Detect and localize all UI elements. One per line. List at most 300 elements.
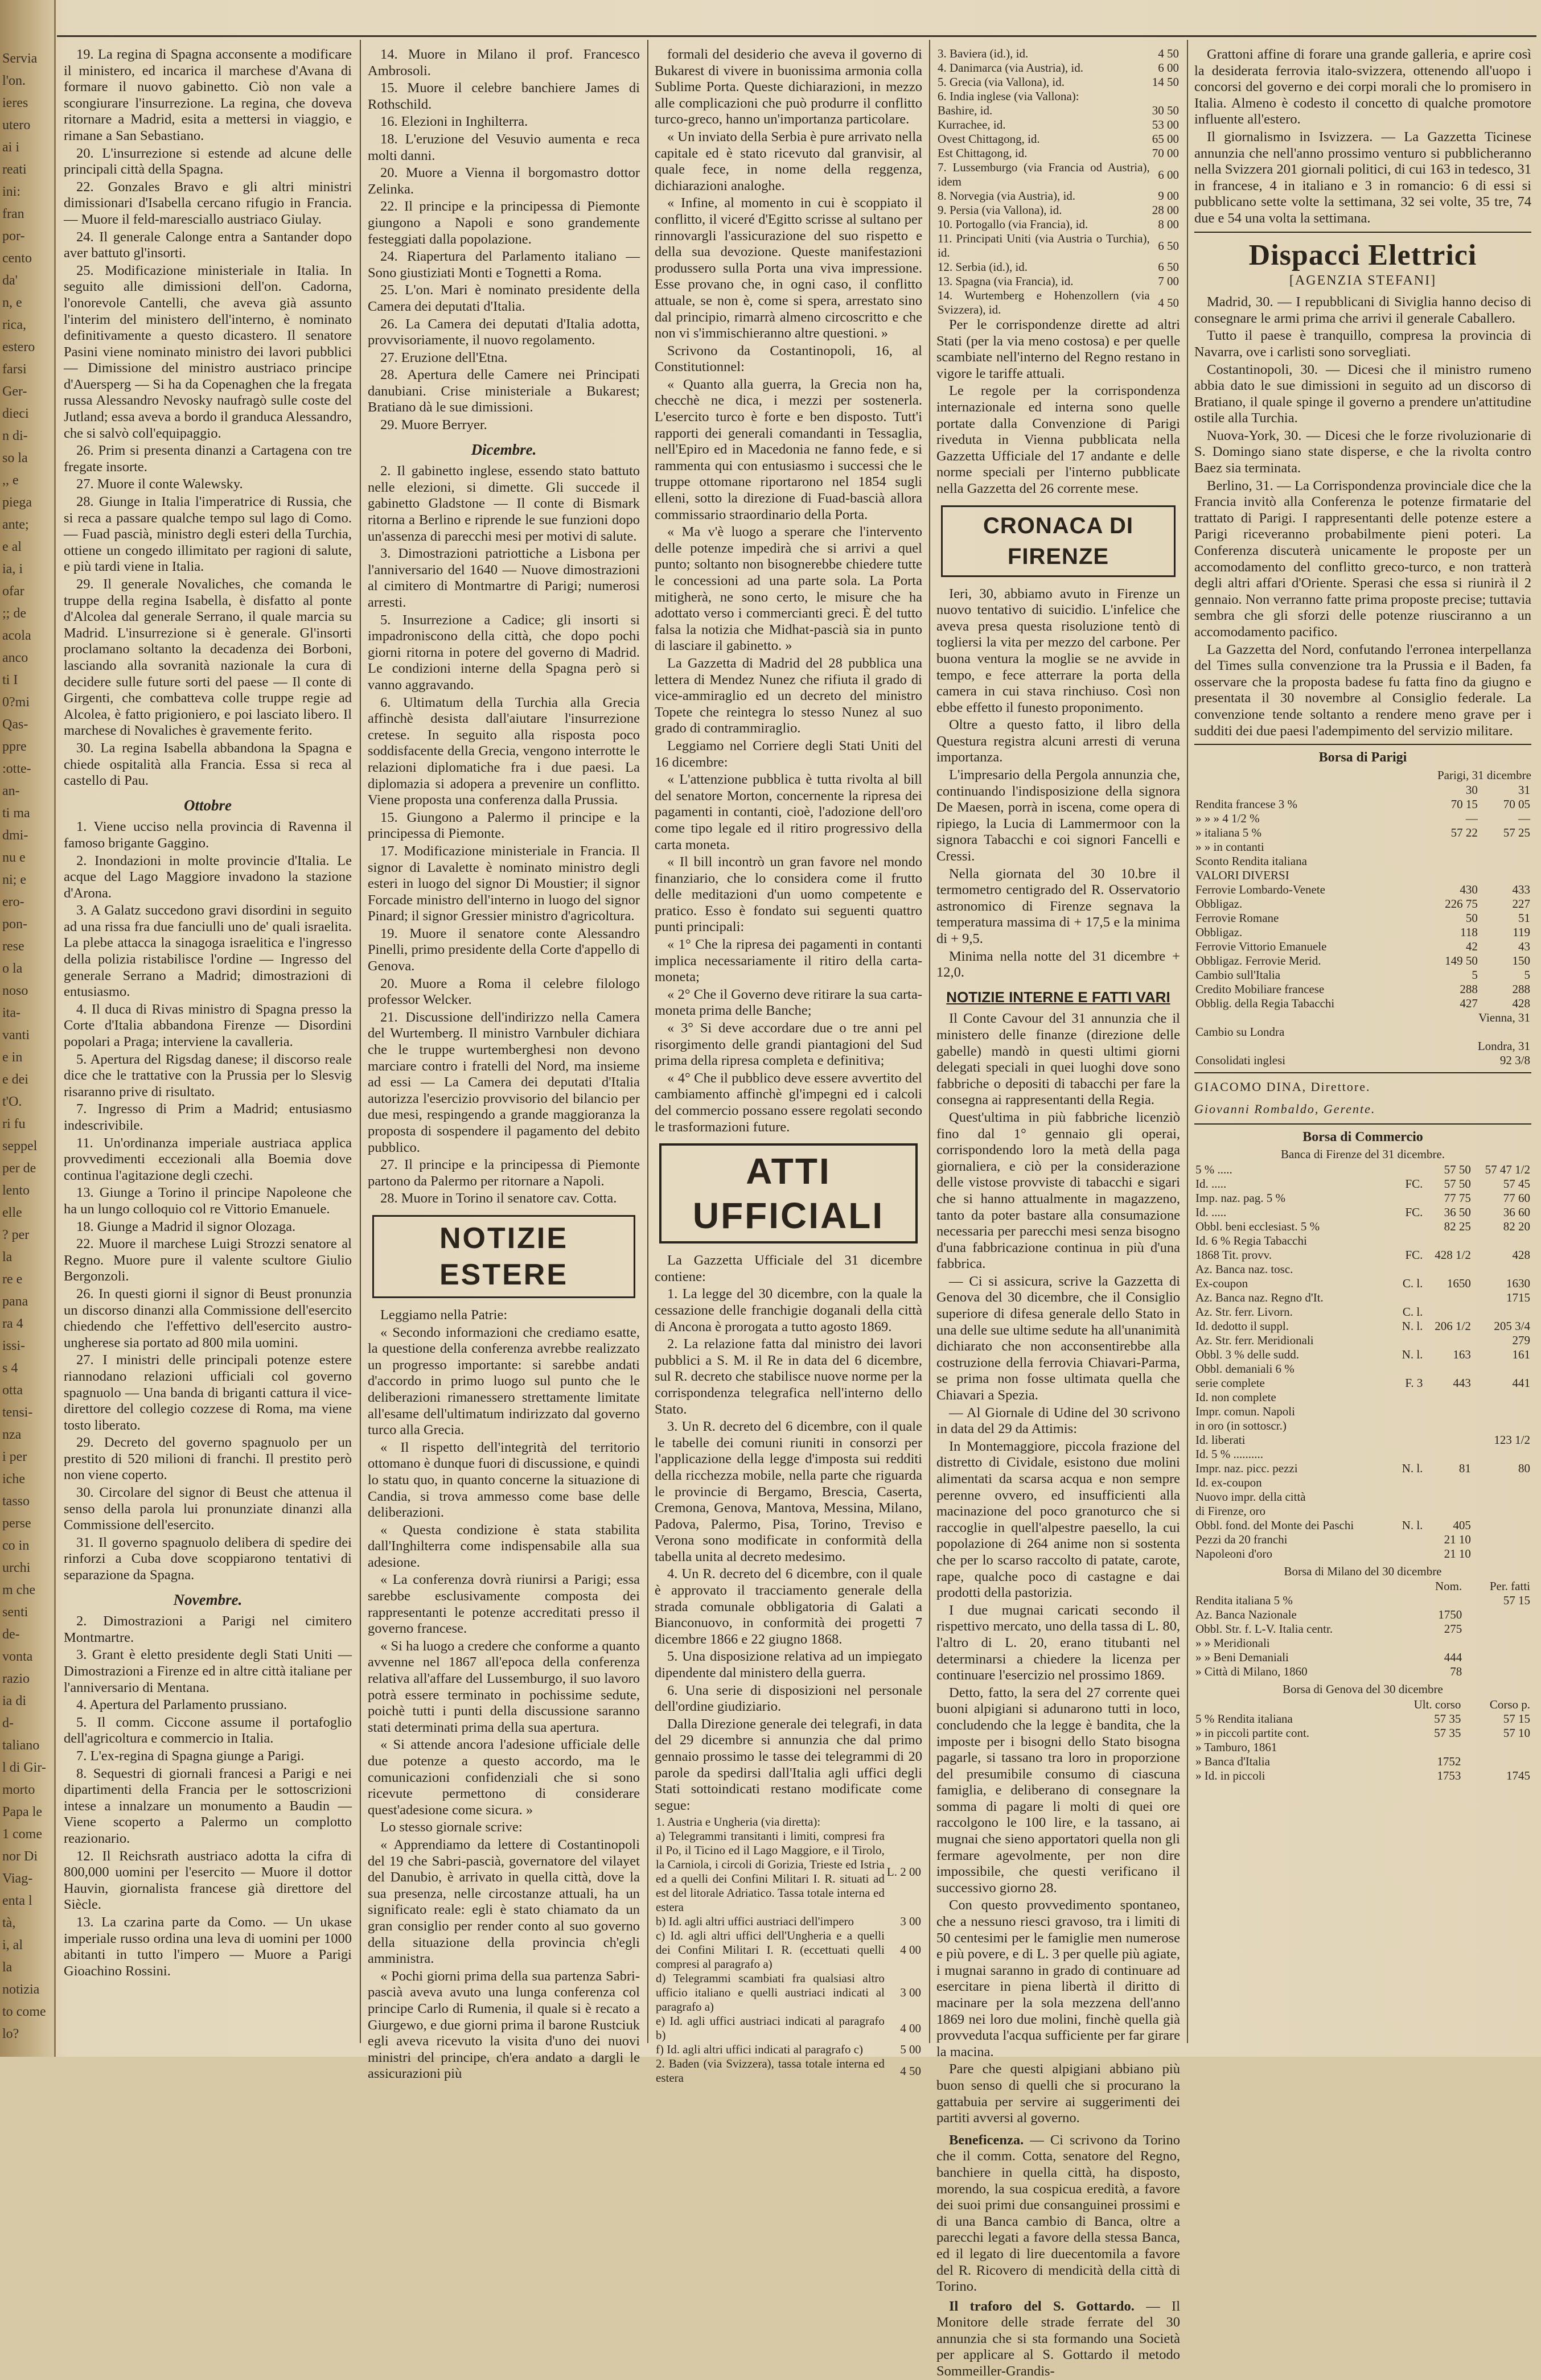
margin-fragment: tensi-: [2, 1405, 33, 1420]
table-cell: [1395, 1163, 1424, 1177]
table-cell: 57 15: [1503, 1593, 1530, 1608]
chronicle-novembre: [64, 1613, 352, 1979]
paragraph: 30. La regina Isabella abbandona la Spagna e chiede ospitalità alla Francia. Essa si reca al castello di Pau.: [64, 740, 352, 789]
table-row: [1194, 1518, 1531, 1533]
paragraph: 28. Apertura delle Camere nei Principati danubiani. Crise ministeriale a Bukarest; Bratiano dà le sue dimissioni.: [368, 367, 640, 415]
margin-fragment: razio: [2, 1671, 30, 1686]
table-row: [1194, 982, 1531, 997]
margin-fragment: ai i: [2, 140, 19, 155]
tariff-destination: 6. India inglese (via Vallona):: [938, 89, 1079, 103]
table-cell: Obblig. della Regia Tabacchi: [1195, 997, 1335, 1011]
table-cell: 92 3/8: [1499, 1053, 1530, 1068]
column-rule: [929, 40, 930, 2043]
tariff-destination: a) Telegrammi transitanti i limiti, compresi fra il Po, il Ticino ed il Lago Maggiore, e il Tirolo, la Carniola, i circoli di Gorizia, Trieste ed Istria ed a quelli dei Confini Militari I. R. situati ad est del litorale Adriatico. Tassa totale interna ed estera: [656, 1829, 885, 1914]
margin-fragment: co in: [2, 1538, 30, 1553]
table-cell: [1472, 1490, 1531, 1504]
table-cell: Obbl. demaniali 6 %: [1195, 1361, 1295, 1376]
column-rule: [1187, 40, 1188, 2043]
table-header-cell: 30: [1465, 783, 1478, 797]
margin-fragment: la: [2, 1250, 13, 1265]
table-row: [936, 160, 1180, 189]
margin-fragment: i, al: [2, 1938, 23, 1953]
tariff-price: 65 00: [1152, 132, 1179, 146]
table-cell: 205 3/4: [1494, 1319, 1530, 1333]
margin-fragment: ita-: [2, 1006, 20, 1020]
margin-fragment: enta l: [2, 1893, 32, 1908]
table-cell: [1463, 1650, 1531, 1665]
table-row: [1194, 997, 1531, 1011]
margin-fragment: rica,: [2, 318, 26, 332]
table-cell: Rendita italiana 5 %: [1195, 1593, 1293, 1608]
table-row: [1194, 1533, 1531, 1547]
paragraph: 5. Apertura del Rigsdag danese; il discorso reale dice che le trattative con la Prussia per lo Slesvig risaranno prive di risultato.: [64, 1051, 352, 1100]
tariff-destination: 7. Lussemburgo (via Francia od Austria), idem: [938, 160, 1150, 188]
paragraph: Il giornalismo in Isvizzera. — La Gazzetta Ticinese annunzia che nell'anno prossimo venturo si pubblicheranno nella Svizzera 201 giornali politici, di cui 163 in tedesco, 31 in francese, 4 in italiano e 3 in romancio: 6 di essi si pubblicano sette volte la settimana, 32 sei volte, 35 tre, 74 due e 54 una volta la settimana.: [1194, 129, 1531, 226]
tariff-price: 9 00: [1158, 189, 1179, 203]
table-cell: 1750: [1438, 1608, 1462, 1622]
table-cell: 57 22: [1450, 826, 1478, 840]
table-row: [1194, 1665, 1531, 1679]
margin-fragment: 1 come: [2, 1827, 42, 1842]
table-cell: Id. dedotto il suppl.: [1195, 1319, 1289, 1333]
margin-fragment: ero-: [2, 895, 24, 909]
table-cell: N. l.: [1402, 1461, 1423, 1475]
table-cell: 5: [1524, 968, 1530, 982]
table-row: [1194, 1025, 1531, 1039]
paragraph: 20. Muore a Roma il celebre filologo professor Welcker.: [368, 975, 640, 1008]
table-cell: 279: [1512, 1333, 1530, 1347]
margin-fragment: l di Gir-: [2, 1760, 46, 1775]
table-cell: 163: [1453, 1347, 1471, 1361]
margin-fragment: noso: [2, 983, 28, 998]
tariff-price: 4 50: [900, 2064, 921, 2078]
table-cell: [1472, 1234, 1531, 1248]
paragraph: 27. Eruzione dell'Etna.: [380, 349, 508, 365]
table-row: [1194, 1490, 1531, 1504]
margin-fragment: nor Di: [2, 1849, 38, 1864]
margin-fragment: ni; e: [2, 872, 26, 887]
margin-fragment: s 4: [2, 1361, 18, 1376]
paragraph: Nella giornata del 30 10.bre il termometro centigrado del R. Osservatorio astronomico di Firenze segnava la temperatura massima di + 17,5 e la minima di + 9,5.: [936, 866, 1180, 946]
table-row: [655, 1971, 922, 2014]
margin-fragment: :otte-: [2, 761, 31, 776]
tariff-price: 8 00: [1158, 217, 1179, 231]
paragraph: 20. L'insurrezione si estende ad alcune delle principali città della Spagna.: [64, 145, 352, 178]
margin-fragment: nza: [2, 1427, 22, 1442]
table-cell: 1650: [1447, 1276, 1471, 1290]
table-cell: 5 % .....: [1195, 1162, 1232, 1176]
paragraph: 4. Apertura del Parlamento prussiano.: [76, 1697, 287, 1713]
table-cell: 50: [1465, 911, 1478, 925]
paragraph: Per le corrispondenze dirette ad altri Stati (per la via meno costosa) e per quelle scambiate nell'interno del Regno restano in vigore le tariffe attuali.: [936, 317, 1180, 381]
tariff-price: 4 00: [900, 2021, 921, 2035]
table-cell: 1752: [1437, 1754, 1461, 1768]
foreign-news-cont: [655, 47, 922, 1135]
table-cell: Az. Str. ferr. Livorn.: [1195, 1304, 1293, 1319]
table-cell: Obbl. beni ecclesiast. 5 %: [1195, 1219, 1320, 1233]
paragraph: 26. Prim si presenta dinanzi a Cartagena con tre fregate insorte.: [64, 443, 352, 475]
paragraph: Lo stesso giornale scrive:: [380, 1819, 523, 1835]
table-cell: FC.: [1405, 1205, 1423, 1219]
margin-fragment: e dei: [2, 1072, 28, 1087]
paragraph: « L'attenzione pubblica è tutta rivolta al bill del senatore Morton, concernente la ripresa dei pagamenti in contanti, cioè, l'adozione dell'oro come tipo legale ed il ritiro progressivo della carta moneta.: [655, 772, 922, 853]
table-cell: [1424, 1433, 1472, 1447]
table-cell: [1424, 1405, 1472, 1419]
margin-fragment: i per: [2, 1450, 27, 1464]
margin-fragment: acola: [2, 628, 31, 643]
table-row: [1194, 1305, 1531, 1319]
margin-fragment: n, e: [2, 295, 22, 310]
table-cell: 288: [1460, 982, 1478, 997]
table-row: [1194, 940, 1531, 954]
tariff-price: 14 50: [1152, 75, 1179, 89]
section-title-ottobre: Ottobre: [184, 796, 232, 814]
table-cell: Pezzi da 20 franchi: [1195, 1532, 1288, 1546]
dispacci-elettrici-header: Dispacci Elettrici: [1248, 238, 1477, 271]
tariff-price: 6 00: [1158, 61, 1179, 75]
margin-fragment: piega: [2, 495, 32, 510]
margin-fragment: otta: [2, 1383, 23, 1398]
table-row: [1194, 1319, 1531, 1333]
paragraph: 29. Il generale Novaliches, che comanda le truppe della regina Isabella, è disfatto al ponte d'Alcolea dal generale Serrano, il quale marcia su Madrid. L'insurrezione si è generale. Gl'insorti proclamano soltanto la decadenza dei Borboni, lasciando alla sovranità nazionale la cura di decidere sulle future sorti del paese — Il conte di Girgenti, che combatteva colle truppe regie ad Alcolea, è fatto prigioniero, e poi lasciato libero. Il marchese di Novaliches è gravemente ferito.: [64, 577, 352, 739]
table-cell: FC.: [1405, 1247, 1423, 1262]
table-cell: Impr. naz. picc. pezzi: [1195, 1461, 1298, 1475]
table-cell: [1424, 1504, 1472, 1518]
table-row: [1194, 968, 1531, 982]
table-cell: » » » 4 1/2 %: [1195, 812, 1260, 826]
table-cell: 428: [1512, 1247, 1530, 1262]
table-cell: [1395, 1262, 1424, 1277]
separator: [1194, 1123, 1531, 1125]
tariff-destination: 5. Grecia (via Vallona), id.: [938, 75, 1065, 89]
table-header-cell: [1194, 783, 1422, 797]
table-header-row: [1194, 783, 1531, 797]
margin-fragment: utero: [2, 118, 31, 133]
tariff-price: [1151, 89, 1180, 104]
table-row: [936, 118, 1180, 132]
table-cell: » in piccoli partite cont.: [1195, 1726, 1310, 1740]
paragraph: 13. La czarina parte da Como. — Un ukase imperiale russo ordina una leva di uomini per 1000 abitanti in tutto l'impero — Muore a Parigi Gioachino Rossini.: [64, 1914, 352, 1979]
table-cell: Obbl. fond. del Monte dei Paschi: [1195, 1518, 1354, 1532]
paragraph: Ieri, 30, abbiamo avuto in Firenze un nuovo tentativo di suicidio. L'infelice che aveva presa questa risoluzione tentò di togliersi la vita per mezzo del carbone. Per buona ventura la moglie se ne avvide in tempo, e fece atterrare la porta della camera in cui stava rinchiuso. Così non ebbe effetto il funesto proponimento.: [936, 586, 1180, 715]
table-cell: 441: [1512, 1376, 1530, 1390]
margin-fragment: pana: [2, 1294, 28, 1309]
table-cell: [1472, 1476, 1531, 1490]
table-cell: » italiana 5 %: [1195, 826, 1262, 840]
tariff-price: 28 00: [1152, 203, 1179, 217]
borsa-genova-table: [1194, 1698, 1531, 1783]
paragraph: formali del desiderio che aveva il governo di Bukarest di vivere in buonissima armonia colla Sublime Porta. Queste dichiarazioni, in mezzo alle complicazioni che può produrre il conflitto turco-greco, hanno un'importanza particolare.: [655, 47, 922, 127]
table-cell: [1472, 1362, 1531, 1376]
table-cell: » » Beni Demaniali: [1195, 1650, 1289, 1665]
table-header-row: [1194, 1698, 1531, 1712]
borsa-parigi-table: [1194, 783, 1531, 1068]
table-row: [1194, 954, 1531, 968]
beneficenza-text: — Ci scrivono da Torino che il comm. Cotta, senatore del Regno, banchiere in quella città, ha disposto, morendo, la sua cospicua eredità, a favore dei suoi primi due consanguinei prossimi e di una Banca cambio di Banca, oltre a parecchi legati a favore della stessa Banca, ed il legato di lire duecentomila a favore del R. Ricovero di mendicità della città di Torino.: [936, 2132, 1180, 2295]
table-cell: [1395, 1390, 1424, 1405]
margin-fragment: tasso: [2, 1494, 30, 1509]
beneficenza-label: Beneficenza.: [949, 2132, 1024, 2148]
table-cell: serie complete: [1195, 1376, 1265, 1390]
paragraph: La Gazzetta del Nord, confutando l'erronea interpellanza del Times sulla convenzione tra la Prussia e il Baden, fa osservare che la proposta badese fu fatta fino da giugno e presentata il 30 novembre al Consiglio federale. La convenzione tende soltanto a rendere meno grave per i sudditi dei due paesi l'adempimento del servizio militare.: [1194, 641, 1531, 739]
table-cell: [1472, 1504, 1531, 1518]
margin-fragment: vanti: [2, 1028, 30, 1043]
paragraph: 17. Modificazione ministeriale in Francia. Il signor di Lavalette è nominato ministro degli esteri in luogo del signor Di Moustier; il signor Forcade ministro dell'interno in luogo del signor Pinard; il signor Gressier ministro d'agricoltura.: [368, 843, 640, 924]
table-cell: [1395, 1234, 1424, 1248]
paragraph: 24. Riapertura del Parlamento italiano — Sono giustiziati Monti e Tognetti a Roma.: [368, 249, 640, 281]
borsa-milano-table: [1194, 1579, 1531, 1679]
tariff-destination: Est Chittagong, id.: [938, 146, 1028, 160]
table-cell: [1424, 1291, 1472, 1305]
paragraph: 13. Giunge a Torino il principe Napoleone che ha un lungo colloquio col re Vittorio Emanuele.: [64, 1185, 352, 1217]
table-cell: di Firenze, oro: [1195, 1504, 1266, 1518]
table-row: [655, 2014, 922, 2043]
tariff-destination: Kurrachee, id.: [938, 118, 1006, 131]
table-cell: [1472, 1305, 1531, 1319]
tariff-price: 3 00: [900, 1986, 921, 2000]
paragraph: 4. Un R. decreto del 6 dicembre, con il quale è approvato il tracciamento generale della strada comunale obbligatoria di Galati a Bianconuovo, in conformità dei progetti 7 dicembre 1866 e 22 giugno 1868.: [655, 1566, 922, 1647]
table-row: [1194, 1712, 1531, 1726]
table-row: [1194, 925, 1531, 940]
table-cell: Ferrovie Romane: [1195, 911, 1279, 925]
paragraph: 27. Muore il conte Walewsky.: [76, 476, 243, 492]
margin-fragment: la: [2, 1960, 13, 1975]
paragraph: 5. Una disposizione relativa ad un impiegato dipendente dal ministero della guerra.: [655, 1649, 922, 1681]
table-cell: 21 10: [1444, 1546, 1471, 1560]
notizie-interne-header: NOTIZIE INTERNE E FATTI VARI: [946, 988, 1170, 1006]
table-cell: » Id. in piccoli: [1195, 1768, 1265, 1782]
table-row: [1194, 1726, 1531, 1740]
left-page-margin-fragment: [0, 0, 56, 2057]
table-cell: 430: [1460, 883, 1478, 897]
chronicle-october-1868: [64, 47, 352, 789]
table-cell: 57 25: [1503, 826, 1530, 840]
borsa-firenze-date: Banca di Firenze del 31 dicembre.: [1280, 1147, 1445, 1162]
table-cell: 81: [1458, 1461, 1471, 1475]
table-cell: 57 50: [1444, 1176, 1471, 1191]
paragraph: 12. Il Reichsrath austriaco adotta la cifra di 800,000 uomini per l'esercito — Muore il dottor Hauvin, giornalista francese già direttore del Siècle.: [64, 1848, 352, 1913]
table-cell: [1463, 1636, 1531, 1650]
margin-fragment: ;; de: [2, 606, 26, 621]
table-cell: Consolidati inglesi: [1195, 1053, 1286, 1068]
table-header-cell: [1194, 1698, 1382, 1712]
tariff-price: 5 00: [900, 2043, 921, 2057]
table-row: [1194, 1593, 1531, 1608]
table-cell: [1479, 854, 1531, 868]
margin-fragment: ofar: [2, 584, 24, 599]
telegraph-tariffs-table-cont: [936, 47, 1180, 317]
table-cell: » Città di Milano, 1860: [1195, 1665, 1308, 1679]
traforo-label: Il traforo del S. Gottardo.: [949, 2298, 1135, 2314]
table-row: [936, 47, 1180, 61]
paragraph: 2. Il gabinetto inglese, essendo stato battuto nelle elezioni, si dimette. Gli succede il gabinetto Gladstone — Il conte di Bismark ritorna a Berlino e riprende le sue funzioni dopo un'assenza di parecchi mesi per motivi di salute.: [368, 463, 640, 544]
table-row: [1194, 1419, 1531, 1433]
table-cell: [1395, 1191, 1424, 1205]
chronicle-dicembre: [368, 463, 640, 1207]
paragraph: « Apprendiamo da lettere di Costantinopoli del 19 che Sabri-pascià, governatore del vilayet del Danubio, è arrivato in quella città, dove la sua presenza, nelle circostanze attuali, ha un significato reale: egli è stato chiamato da un gran consiglio per render conto al suo governo della situazione della provincia ch'egli amministra.: [368, 1837, 640, 1967]
swiss-news-text: [1194, 47, 1531, 227]
paragraph: 6. Una serie di disposizioni nel personale dell'ordine giudiziario.: [655, 1682, 922, 1715]
table-cell: [1424, 1447, 1472, 1461]
traforo-text: — Il Monitore delle strade ferrate del 30 annunzia che si sta formando una Società per applicare al S. Gottardo il metodo Sommeiller-Grandis-: [936, 2298, 1181, 2379]
table-cell: Ferrovie Lombardo-Venete: [1195, 883, 1325, 897]
table-cell: [1395, 1405, 1424, 1419]
table-row: [1194, 1177, 1531, 1191]
internal-news-text: [936, 1011, 1180, 2126]
separator: [1194, 744, 1531, 745]
column-5: [1194, 47, 1531, 2050]
table-row: [1194, 1547, 1531, 1561]
table-cell: —: [1518, 812, 1530, 826]
table-cell: [1472, 1262, 1531, 1277]
table-cell: 227: [1512, 897, 1530, 911]
table-row: [1194, 1636, 1531, 1650]
margin-fragment: elle: [2, 1205, 22, 1220]
margin-fragment: senti: [2, 1605, 28, 1620]
table-cell: 43: [1518, 940, 1530, 954]
table-cell: [1422, 840, 1479, 854]
table-cell: Id. 5 % ..........: [1195, 1447, 1263, 1461]
paragraph: 18. L'eruzione del Vesuvio aumenta e reca molti danni.: [368, 131, 640, 163]
paragraph: Grattoni affine di forare una grande galleria, e aprire così la desiderata ferrovia italo-svizzera, ottenendo all'uopo i concorsi del governo e dei corpi morali che lo promisero in Italia. Almeno è codesto il concetto di qualche promotore influente all'estero.: [1194, 47, 1531, 127]
table-row: [1194, 883, 1531, 897]
borsa-firenze-table: [1194, 1163, 1531, 1561]
margin-fragment: morto: [2, 1782, 35, 1797]
table-row: [1194, 1476, 1531, 1490]
paragraph: 3. A Galatz succedono gravi disordini in seguito ad una rissa fra due fanciulli uno de' quali israelita. La plebe attacca la sinagoga israelitica e l'ingresso della polizia ristabilisce l'ordine — Ingresso del generale Serrano a Madrid; dimostrazioni di entusiasmo.: [64, 903, 352, 1000]
margin-fragment: ini:: [2, 184, 21, 199]
margin-fragment: taliano: [2, 1738, 40, 1753]
table-cell: Ex-coupon: [1195, 1276, 1248, 1290]
paragraph: Berlino, 31. — La Corrispondenza provinciale dice che la Francia invitò alla Conferenza le potenze firmatarie del trattato di Parigi. I rappresentanti delle potenze estere a Parigi riceveranno probabilmente pieni poteri. La Conferenza discuterà unicamente le proposte per un accomodamento del conflitto greco-turco, e non tratterà degli altri affari d'Oriente. Sperasi che essa si riunirà il 2 gennaio. Non verranno fatte prima proposte precise; tuttavia sembra che gli sforzi delle potenze riusciranno a un accomodamento pacifico.: [1194, 477, 1531, 640]
tariff-destination: 1. Austria e Ungheria (via diretta):: [656, 1815, 821, 1829]
table-cell: [1472, 1533, 1531, 1547]
borsa-parigi-title: Borsa di Parigi: [1318, 750, 1407, 765]
paragraph: 11. Un'ordinanza imperiale austriaca applica provvedimenti eccezionali alla Boemia dove continua l'agitazione degli czechi.: [64, 1135, 352, 1183]
margin-fragment: ppre: [2, 739, 27, 754]
margin-fragment: ? per: [2, 1228, 30, 1242]
table-row: [1194, 797, 1531, 812]
table-row: [936, 104, 1180, 118]
paragraph: « Quanto alla guerra, la Grecia non ha, checchè ne dica, i mezzi per sostenerla. L'esercito turco è forte e ben disposto. Tutt'i rapporti dei generali comandanti in Tessaglia, nell'Epiro ed in Macedonia ne fanno fede, e si rammenta qui con entusiasmo i successi che le truppe ottomane riportarono nel 1854 sugli elleni, sotto la direzione di Fuad-bascià allora commissario straordinario della Porta.: [655, 376, 922, 522]
paragraph: « Secondo informazioni che crediamo esatte, la questione della conferenza avrebbe realizzato un progresso importante: si sarebbe andati d'accordo in primo luogo sul punto che le deliberazioni rimanessero strettamente limitate all'esame dell'ultimatum indirizzato dal governo turco alla Grecia.: [368, 1324, 640, 1438]
table-cell: Id. ex-coupon: [1195, 1475, 1262, 1489]
table-cell: [1424, 1262, 1472, 1277]
paragraph: Con questo provvedimento spontaneo, che a nessuno riesci gravoso, tra i limiti di 50 centesimi per le famiglie men numerose e più povere, e di L. 3 per quelle più agiate, i mugnai saranno in grado di continuare ad esercitare in piena libertà il diritto di macinare per la sola mezzena dell'anno 1869 nei loro due molini, finchè quella già provveduta l'acqua sufficiente per far girare la macina.: [936, 1897, 1180, 2060]
telegraph-dispatches-text: [1194, 294, 1531, 739]
paragraph: 21. Discussione dell'indirizzo nella Camera del Wurtemberg. Il ministro Varnbuler dichiara che le truppe wurtemberghesi non devono marciare contro i fratelli del Nord, ma insieme ad essi — La Camera dei deputati d'Italia autorizza l'esercizio provvisorio del bilancio per due mesi, respingendo a grande maggioranza la proposta di sospendere il pagamento del debito pubblico.: [368, 1009, 640, 1155]
paragraph: 3. Dimostrazioni patriottiche a Lisbona per l'anniversario del 1640 — Nuove dimostrazioni al cimitero di Montmartre di Parigi; numerosi arresti.: [368, 546, 640, 610]
paragraph: Leggiamo nella Patrie:: [380, 1307, 508, 1323]
margin-fragment: lo?: [2, 2027, 19, 2041]
paragraph: Pare che questi alpigiani abbiano più buon senso di quelli che si procurano la gattabuia per servire ai suggerimenti dei partiti avversi al governo.: [936, 2061, 1180, 2126]
paragraph: Oltre a questo fatto, il libro della Questura registra alcuni arresti di veruna importanza.: [936, 717, 1180, 765]
paragraph: 22. Il principe e la principessa di Piemonte giungono a Napoli e sono grandemente festeggiati dalla popolazione.: [368, 199, 640, 247]
table-cell: [1417, 1636, 1464, 1650]
column-rule: [360, 40, 361, 2043]
paragraph: — Al Giornale di Udine del 30 scrivono in data del 29 da Attimis:: [936, 1405, 1180, 1437]
table-cell: 21 10: [1444, 1532, 1471, 1546]
table-cell: Id. 6 % Regia Tabacchi: [1195, 1233, 1307, 1247]
margin-fragment: so la: [2, 451, 28, 466]
table-subheader-row: [1194, 1039, 1531, 1053]
table-cell: 57 15: [1503, 1711, 1530, 1726]
table-cell: [1395, 1333, 1424, 1348]
margin-fragment: per de: [2, 1161, 36, 1176]
paragraph: 22. Muore il marchese Luigi Strozzi senatore al Regno. Muore pure il valente scultore Giulio Bergonzoli.: [64, 1236, 352, 1284]
table-cell: 118: [1460, 925, 1478, 940]
tariff-destination: 12. Serbia (id.), id.: [938, 260, 1028, 274]
table-cell: 36 50: [1444, 1205, 1471, 1219]
table-row: [1194, 1053, 1531, 1068]
paragraph: 2. La relazione fatta dal ministro dei lavori pubblici a S. M. il Re in data del 6 dicembre, sul R. decreto che stabilisce nuove norme per la corrispondenza telegrafica nell'interno dello Stato.: [655, 1336, 922, 1417]
table-cell: 57 10: [1503, 1726, 1530, 1740]
tariff-destination: d) Telegrammi scambiati fra qualsiasi altro ufficio italiano e quelli austriaci indicati al paragrafo a): [656, 1971, 885, 2014]
beneficenza-paragraph: [936, 2132, 1180, 2295]
table-cell: VALORI DIVERSI: [1195, 868, 1289, 883]
table-row: [936, 289, 1180, 317]
table-row: [1194, 1461, 1531, 1476]
table-cell: Napoleoni d'oro: [1195, 1546, 1273, 1560]
paragraph: Minima nella notte del 31 dicembre + 12,0.: [936, 948, 1180, 981]
table-row: [655, 2057, 922, 2085]
margin-fragment: m che: [2, 1583, 35, 1597]
paragraph: 5. Il comm. Ciccone assume il portafoglio dell'agricoltura e commercio in Italia.: [64, 1714, 352, 1747]
margin-fragment: estero: [2, 340, 35, 355]
table-cell: 428 1/2: [1435, 1247, 1471, 1262]
foreign-news-text: [368, 1307, 640, 2082]
table-header-cell: Per. fatti: [1489, 1579, 1530, 1593]
margin-fragment: Qas-: [2, 717, 28, 732]
table-cell: 57 50: [1444, 1162, 1471, 1176]
paragraph: 18. Giunge a Madrid il signor Olozaga.: [76, 1218, 296, 1234]
table-cell: [1472, 1547, 1531, 1561]
paragraph: « Infine, al momento in cui è scoppiato il conflitto, il viceré d'Egitto scrisse al sultano per rinnovargli l'assicurazione del suo rispetto e della sua devozione. Queste manifestazioni produssero sulla Porta una viva impressione. Esse provano che, in ogni caso, il conflitto attuale, se non è, come si spera, arrestato sino dal principio, rimarrà almeno circoscritto e che non vi s'immischieranno altre questioni. »: [655, 195, 922, 341]
table-cell: N. l.: [1402, 1319, 1423, 1333]
table-cell: [1424, 1390, 1472, 1405]
table-cell: » » in contanti: [1195, 840, 1264, 854]
borsa-milano-date: Borsa di Milano del 30 dicembre: [1284, 1564, 1442, 1578]
paragraph: « Il bill incontrò un gran favore nel mondo finanziario, che lo considera come il frutto delle meditazioni d'un uomo competente e pratico. Esso è fondato sui seguenti quattro punti principali:: [655, 854, 922, 935]
table-cell: » » Meridionali: [1195, 1636, 1270, 1650]
paragraph: Quest'ultima in più fabbriche licenziò fino dal 1° gennaio gli operai, corrispondendo loro la metà della paga giornaliera, e ciò per la considerazione delle vistose provviste di tabacchi e sigari che si hanno attualmente in magazzeno, tanto da poter bastare alla consumazione necessaria per parecchi mesi senza bisogno d'una fabbricazione continua in più d'una fabbrica.: [936, 1109, 1180, 1272]
paragraph: In Montemaggiore, piccola frazione del distretto di Cividale, esistono due molini alimentati da scarsa acqua e non sempre perenne ovvero, ed insufficienti alla macinazione del poco granoturco che si raccoglie in quell'alpestre paesello, la cui popolazione di 264 anime non si sostenta che per lo scarso raccolto di patate, carote, rape, qualche poco di castagne e dai prodotti della pastorizia.: [936, 1438, 1180, 1601]
table-cell: 5: [1472, 968, 1478, 982]
table-subheader-row: [1194, 1011, 1531, 1025]
paragraph: 28. Giunge in Italia l'imperatrice di Russia, che si reca a passare qualche tempo sul lago di Como. — Fuad pascià, ministro degli esteri della Turchia, ottiene un congedo illimitato per ragioni di salute, e più tardi viene in Italia.: [64, 494, 352, 575]
tariff-destination: 4. Danimarca (via Austria), id.: [938, 61, 1083, 75]
table-row: [1194, 1608, 1531, 1622]
paragraph: Le regole per la corrispondenza internazionale ed interna sono quelle portate dalla Convenzione di Parigi riveduta in Vienna pubblicata nella Gazzetta Ufficiale del 17 andante e delle norme speciali per l'interno pubblicate nella Gazzetta del 26 corrente mese.: [936, 383, 1180, 496]
margin-fragment: de-: [2, 1627, 20, 1642]
table-row: [1194, 1650, 1531, 1665]
table-cell: [1424, 1476, 1472, 1490]
table-cell: 82 20: [1503, 1219, 1530, 1233]
table-cell: [1479, 840, 1531, 854]
table-cell: 51: [1518, 911, 1530, 925]
margin-fragment: seppel: [2, 1139, 38, 1154]
table-cell: Obbligaz.: [1195, 925, 1243, 940]
table-cell: [1472, 1390, 1531, 1405]
table-row: [1194, 1234, 1531, 1248]
table-cell: » Tamburo, 1861: [1195, 1740, 1277, 1754]
margin-fragment: ti ma: [2, 806, 30, 821]
paragraph: 31. Il governo spagnuolo delibera di spedire dei rinforzi a Cuba dove scoppiarono tentativi di separazione da Spagna.: [64, 1534, 352, 1583]
paragraph: 2. Inondazioni in molte provincie d'Italia. Le acque del Lago Maggiore invadono la stazione d'Arona.: [64, 853, 352, 901]
paragraph: Dalla Direzione generale dei telegrafi, in data del 29 dicembre si annunzia che dal primo gennaio prossimo le tasse dei telegrammi di 20 parole da spedirsi dall'Italia agli uffici degli Stati sottoindicati restano modificate come segue:: [655, 1716, 922, 1813]
tariff-price: 53 00: [1152, 118, 1179, 131]
table-row: [655, 1914, 922, 1929]
